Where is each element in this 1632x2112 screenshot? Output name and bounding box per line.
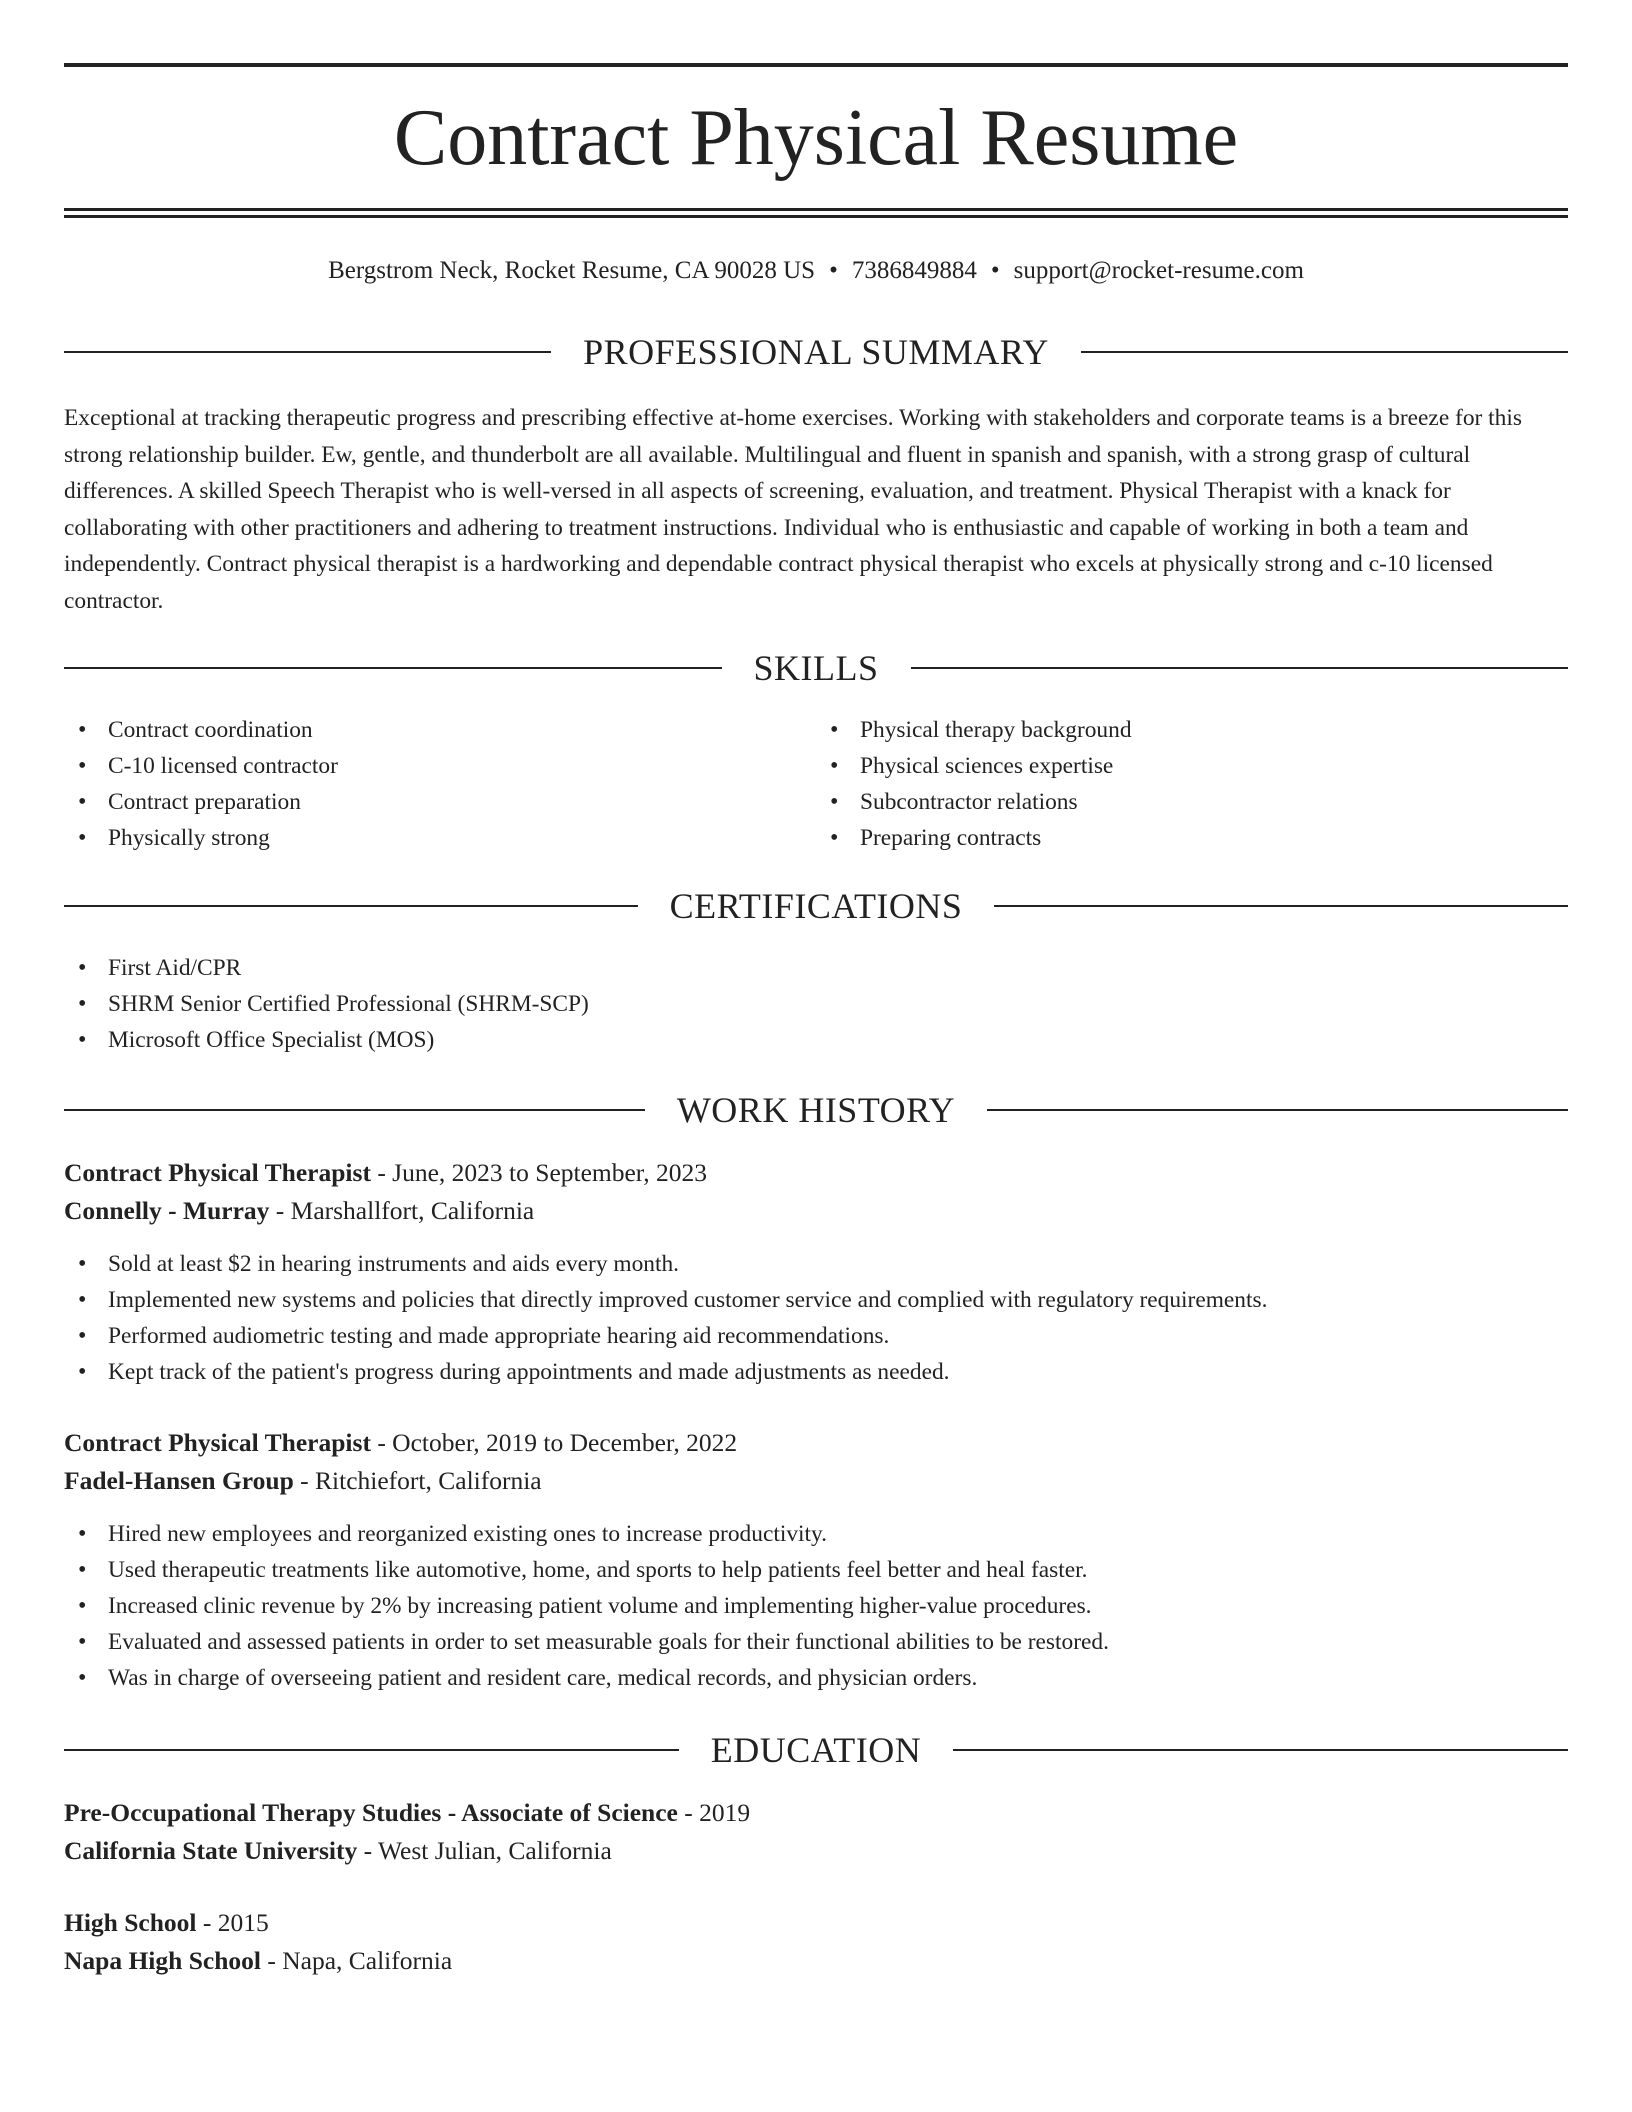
skills-heading-row (64, 646, 1568, 690)
job-bullet: • Used therapeutic treatments like automotive, home, and sports to help patients feel better and heal faster. (64, 1552, 1568, 1588)
heading-rule (911, 667, 1569, 669)
job-company: Fadel-Hansen Group (64, 1466, 294, 1495)
top-rule (64, 63, 1568, 67)
education-degree: Pre-Occupational Therapy Studies - Associate of Science (64, 1798, 678, 1827)
heading-rule (64, 667, 722, 669)
certifications-heading-row (64, 884, 1568, 928)
certification-item: • SHRM Senior Certified Professional (SHRM-SCP) (64, 986, 1568, 1022)
skill-item: • Contract preparation (64, 784, 816, 820)
job-location: - Marshallfort, California (269, 1196, 535, 1225)
skills-list (64, 712, 1568, 856)
education-school-line (64, 1942, 1568, 1980)
summary-heading: PROFESSIONAL SUMMARY (583, 332, 1049, 372)
job-bullets (64, 1516, 1568, 1696)
education-year: - 2015 (196, 1908, 269, 1937)
skills-column-left (64, 712, 816, 856)
job-dates: - June, 2023 to September, 2023 (370, 1158, 708, 1187)
work-heading: WORK HISTORY (676, 1090, 956, 1130)
education-year: - 2019 (677, 1798, 751, 1827)
skill-item: • C-10 licensed contractor (64, 748, 816, 784)
certifications-heading: CERTIFICATIONS (669, 886, 963, 926)
heading-rule (64, 905, 638, 907)
job-bullet: • Hired new employees and reorganized existing ones to increase productivity. (64, 1516, 1568, 1552)
summary-heading-row (64, 330, 1568, 374)
education-entry (64, 1904, 1568, 1980)
job-title-line (64, 1154, 1568, 1192)
job-bullet: • Kept track of the patient's progress during appointments and made adjustments as needed. (64, 1354, 1568, 1390)
job-title: Contract Physical Therapist (64, 1428, 371, 1457)
job-title: Contract Physical Therapist (64, 1158, 371, 1187)
job-bullets (64, 1246, 1568, 1390)
job-bullet: • Implemented new systems and policies that directly improved customer service and complied with regulatory requirements. (64, 1282, 1568, 1318)
job-company: Connelly - Murray (64, 1196, 270, 1225)
job-entry (64, 1154, 1568, 1390)
job-bullet: • Increased clinic revenue by 2% by increasing patient volume and implementing higher-value procedures. (64, 1588, 1568, 1624)
education-degree-line (64, 1794, 1568, 1832)
heading-rule (994, 905, 1568, 907)
contact-email: support@rocket-resume.com (1013, 257, 1304, 284)
resume-title: Contract Physical Resume (393, 94, 1239, 182)
title-double-rule (64, 208, 1568, 218)
skill-item: • Preparing contracts (816, 820, 1568, 856)
education-entry (64, 1794, 1568, 1870)
certification-item: • First Aid/CPR (64, 950, 1568, 986)
job-bullet: • Performed audiometric testing and made appropriate hearing aid recommendations. (64, 1318, 1568, 1354)
heading-rule (64, 1749, 679, 1751)
education-heading-row (64, 1728, 1568, 1772)
contact-separator: • (990, 257, 1000, 284)
job-bullet: • Sold at least $2 in hearing instruments and aids every month. (64, 1246, 1568, 1282)
skills-heading: SKILLS (753, 648, 879, 688)
education-degree-line (64, 1904, 1568, 1942)
heading-rule (64, 1109, 645, 1111)
job-bullet: • Evaluated and assessed patients in order to set measurable goals for their functional abilities to be restored. (64, 1624, 1568, 1660)
heading-rule (1081, 351, 1568, 353)
education-school-line (64, 1832, 1568, 1870)
education-heading: EDUCATION (710, 1730, 922, 1770)
education-school: Napa High School (64, 1946, 261, 1975)
contact-address: Bergstrom Neck, Rocket Resume, CA 90028 US (328, 257, 816, 284)
job-bullet: • Was in charge of overseeing patient and resident care, medical records, and physician orders. (64, 1660, 1568, 1696)
job-title-line (64, 1424, 1568, 1462)
job-entry (64, 1424, 1568, 1696)
education-location: - West Julian, California (357, 1836, 612, 1865)
contact-line (64, 254, 1568, 288)
skills-column-right (816, 712, 1568, 856)
certifications-list (64, 950, 1568, 1058)
education-location: - Napa, California (260, 1946, 453, 1975)
skill-item: • Subcontractor relations (816, 784, 1568, 820)
skill-item: • Physical therapy background (816, 712, 1568, 748)
job-location: - Ritchiefort, California (293, 1466, 542, 1495)
heading-rule (953, 1749, 1568, 1751)
job-dates: - October, 2019 to December, 2022 (370, 1428, 738, 1457)
skill-item: • Physical sciences expertise (816, 748, 1568, 784)
skill-item: • Contract coordination (64, 712, 816, 748)
heading-rule (64, 351, 551, 353)
contact-phone: 7386849884 (851, 257, 977, 284)
skill-item: • Physically strong (64, 820, 816, 856)
job-company-line (64, 1462, 1568, 1500)
education-degree: High School (64, 1908, 197, 1937)
education-school: California State University (64, 1836, 358, 1865)
summary-text: Exceptional at tracking therapeutic progress and prescribing effective at-home exercises. Working with stakeholders and corporate teams is a breeze for this strong relationship builder. Ew, gentle, and thunderbolt are all available. Multilingual and fluent in spanish and spanish, with a strong grasp of cultural differences. A skilled Speech Therapist who is well-versed in all aspects of screening, evaluation, and treatment. Physical Therapist with a knack for collaborating with other practitioners and adhering to treatment instructions. Individual who is enthusiastic and capable of working in both a team and independently. Contract physical therapist is a hardworking and dependable contract physical therapist who excels at physically strong and c-10 licensed contractor. (64, 405, 1522, 614)
contact-separator: • (829, 257, 838, 284)
job-company-line (64, 1192, 1568, 1230)
heading-rule (987, 1109, 1568, 1111)
work-heading-row (64, 1088, 1568, 1132)
certification-item: • Microsoft Office Specialist (MOS) (64, 1022, 1568, 1058)
